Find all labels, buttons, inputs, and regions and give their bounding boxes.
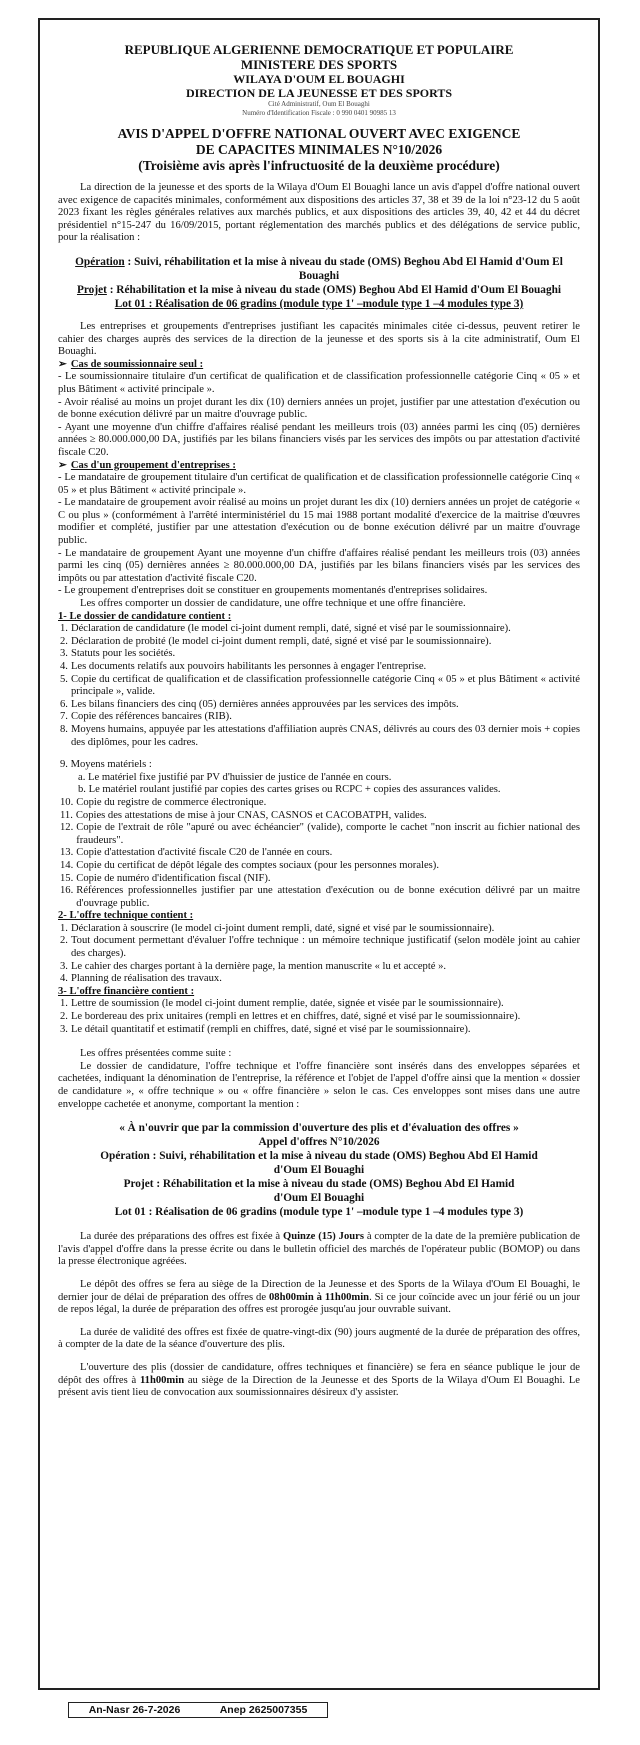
offre-technique-title: 2- L'offre technique contient : — [58, 910, 194, 922]
list-item: 1. Lettre de soumission (le model ci-joint dument remplie, datée, signée et visée par le soumissionnaire). — [60, 998, 504, 1010]
validite-paragraph: La durée de validité des offres est fixée de quatre-vingt-dix (90) jours augmenté de la durée de préparation des offres, à compter de la date de la séance d'ouverture des plis. — [58, 1326, 580, 1351]
envelope-line: Lot 01 : Réalisation de 06 gradins (module type 1' –module type 1 –4 modules type 3) — [114, 1206, 524, 1219]
cas-groupement-item: - Le mandataire de groupement avoir réalisé au moins un projet durant les dix (10) derniers années un projet de catégorie « C ou plus » (conformément à l'arrêté interministériel du 15 mai 1988 portant modalité d'exercice de la maitrise d'œuvres modifier et complété, justifier par une attestation d'exécution ou de bonne exécution délivré par un maitre d'ouvrage public. — [58, 497, 580, 547]
list-item: 7. Copie des références bancaires (RIB). — [60, 711, 232, 723]
list-item: 4. Les documents relatifs aux pouvoirs habilitants les personnes à engager l'entreprise. — [60, 661, 427, 672]
list-item: 15. Copie de numéro d'identification fiscal (NIF). — [60, 872, 271, 884]
sub-list-item: a. Le matériel fixe justifié par PV d'huissier de justice de l'année en cours. — [78, 771, 392, 783]
duree-highlight: Quinze (15) Jours — [282, 1231, 364, 1243]
title-line-2: DE CAPACITES MINIMALES N°10/2026 — [195, 142, 443, 157]
operation-block — [58, 255, 580, 283]
operation-label: Opération — [75, 255, 125, 268]
list-item: 1. Déclaration à souscrire (le model ci-joint dument rempli, daté, signé et visé par le soumissionnaire). — [60, 922, 495, 934]
projet-block — [58, 283, 580, 297]
offre-technique-list — [58, 923, 580, 986]
list-item: 5. Copie du certificat de qualification et de classification professionnelle catégorie Cinq « 05 » et plus Bâtiment « activité principale », valide. — [60, 673, 580, 698]
intro-paragraph: La direction de la jeunesse et des sports de la Wilaya d'Oum El Bouaghi lance un avis d'appel d'offre national ouvert avec exigence de capacités minimales, conformément aux dispositions des articles 37, 38 et 39 de la loi n°23-12 du 5 août 2023 fixant les règles générales relatives aux marchés publics, et aux dispositions des articles 39, 40, 42 et 44 du décret présidentiel n°15-247 du 16/09/2015, portant réglementation des marchés publics et des délégations de service public, pour la réalisation : — [58, 182, 580, 244]
dossier-candidature-title: 1- Le dossier de candidature contient : — [58, 610, 232, 622]
arrow-icon: ➢ — [58, 358, 67, 370]
cas-groupement-item: - Le mandataire de groupement titulaire d'un certificat de qualification et de classification professionnelle catégorie Cinq « 05 » et plus Bâtiment « activité principale ». — [58, 472, 580, 496]
envelope-line: Projet : Réhabilitation et la mise à niveau du stade (OMS) Beghou Abd El Hamid — [123, 1178, 515, 1191]
offres-composition: Les offres comporter un dossier de candidature, une offre technique et une offre financière. — [80, 598, 466, 610]
depot-paragraph: Le dépôt des offres se fera au siège de la Direction de la Jeunesse et des Sports de la Wilaya d'Oum El Bouaghi, le dernier jour de délai de préparation des offres de 08h00min à 11h00min. Si ce jour coïncide avec un jour férié ou un jour de repos légal, la durée de préparation des offres est prorogée jusqu'au jour ouvrable suivant. — [58, 1278, 580, 1316]
cas-seul-list — [58, 371, 580, 459]
cas-groupement-item: - Le mandataire de groupement Ayant une moyenne d'un chiffre d'affaires réalisé pendant les meilleurs trois (03) années parmi les cinq (05) dernières années ≥ 80.000.000,00 DA, justifiés par les bilans financiers visés par les services des impôts ou par attestation d'activité fiscale C20. — [58, 547, 580, 584]
republic-header: REPUBLIQUE ALGERIENNE DEMOCRATIQUE ET POPULAIRE — [124, 42, 514, 57]
cas-seul-title: ➢ Cas de soumissionnaire seul : — [58, 358, 204, 370]
anep-reference: Anep 2625007355 — [219, 1704, 308, 1716]
list-item: 2. Déclaration de probité (le model ci-joint dument rempli, daté, signé et visé par le soumissionnaire). — [60, 635, 492, 647]
arrow-icon: ➢ — [58, 459, 67, 471]
list-item: 13. Copie d'attestation d'activité fiscale C20 de l'année en cours. — [60, 847, 333, 859]
ouverture-hour: 11h00min — [139, 1374, 185, 1386]
list-item: 8. Moyens humains, appuyée par les attestations d'affiliation auprès CNAS, délivrés au cours des 03 dernier mois + copies des diplômes, pour les cadres. — [60, 723, 580, 748]
list-item: 1. Déclaration de candidature (le model ci-joint dument rempli, daté, signé et visé par le soumissionnaire). — [60, 623, 511, 635]
cas-groupement-item: - Le groupement d'entreprises doit se constituer en groupements momentanés d'entreprises solidaires. — [58, 585, 488, 597]
list-item: 4. Planning de réalisation des travaux. — [60, 973, 222, 985]
projet-text: : Réhabilitation et la mise à niveau du stade (OMS) Beghou Abd El Hamid d'Oum El Bouaghi — [106, 283, 562, 296]
list-item: 3. Le cahier des charges portant à la dernière page, la mention manuscrite « lu et accepté ». — [60, 960, 447, 972]
address-line: Cité Administratif, Oum El Bouaghi — [268, 100, 370, 108]
newspaper-reference: An-Nasr 26-7-2026 — [88, 1704, 181, 1716]
cas-groupement-title: ➢ Cas d'un groupement d'entreprises : — [58, 459, 236, 471]
title-line-3: (Troisième avis après l'infructuosité de la deuxième procédure) — [138, 158, 500, 173]
presentation-text: Le dossier de candidature, l'offre technique et l'offre financière sont insérés dans des enveloppes séparées et cachetées, indiquant la dénomination de l'entreprise, la référence et l'objet de l'appel d'offre ainsi que la mention « dossier de candidature », « offre technique » ou « offre financière » selon le cas. Ces enveloppes sont mises dans une autre enveloppe cachetée et anonyme, comportant la mention : — [58, 1060, 580, 1110]
cas-seul-item: - Ayant une moyenne d'un chiffre d'affaires réalisé pendant les meilleurs trois (03) années parmi les cinq (05) dernières années ≥ 80.000.000,00 DA, justifiés par les bilans financiers visés par les services des impôts ou par attestation d'activité fiscale C20. — [58, 421, 580, 458]
cas-seul-item: - Le soumissionnaire titulaire d'un certificat de qualification et de classification professionnelle catégorie Cinq « 05 » et plus Bâtiment « activité principale ». — [58, 371, 580, 395]
envelope-line: Opération : Suivi, réhabilitation et la mise à niveau du stade (OMS) Beghou Abd El Hamid — [100, 1150, 538, 1163]
ministry-header: MINISTERE DES SPORTS — [240, 57, 398, 72]
publication-footer — [68, 1702, 328, 1718]
depot-hours: 08h00min à 11h00min — [269, 1291, 370, 1303]
list-item: 6. Les bilans financiers des cinq (05) dernières années approuvées par les services des impôts. — [60, 698, 459, 710]
cas-groupement-list — [58, 472, 580, 611]
cas-seul-item: - Avoir réalisé au moins un projet durant les dix (10) derniers années un projet, justifier par une attestation d'exécution ou de bonne exécution délivré par un maitre d'ouvrage public. — [58, 396, 580, 421]
envelope-mention — [58, 1121, 580, 1219]
envelope-line: Appel d'offres N°10/2026 — [258, 1136, 380, 1149]
sub-list-item: b. Le matériel roulant justifié par copies des cartes grises ou RCPC + copies des assurances valides. — [78, 784, 501, 796]
title-line-1: AVIS D'APPEL D'OFFRE NATIONAL OUVERT AVEC EXIGENCE — [117, 126, 521, 141]
offre-financiere-list — [58, 998, 580, 1036]
list-item: 3. Le détail quantitatif et estimatif (rempli en chiffres, daté, signé et visé par le soumissionnaire). — [60, 1023, 471, 1035]
list-item: 3. Statuts pour les sociétés. — [60, 648, 176, 660]
list-item: 2. Tout document permettant d'évaluer l'offre technique : un mémoire technique justificatif (selon modèle joint au cahier des charges). — [60, 935, 580, 960]
list-item: 14. Copie du certificat de dépôt légale des comptes sociaux (pour les personnes morales). — [60, 859, 439, 871]
projet-label: Projet — [76, 283, 107, 296]
list-item: 11. Copies des attestations de mise à jour CNAS, CASNOS et CACOBATPH, valides. — [60, 809, 427, 821]
envelope-line: d'Oum El Bouaghi — [273, 1164, 365, 1177]
wilaya-header: WILAYA D'OUM EL BOUAGHI — [233, 72, 405, 86]
envelope-line: d'Oum El Bouaghi — [273, 1192, 365, 1205]
presentation-heading: Les offres présentées comme suite : — [80, 1048, 232, 1060]
notice-frame — [38, 18, 600, 1690]
list-item: 2. Le bordereau des prix unitaires (rempli en lettres et en chiffres, daté, signé et visé par le soumissionnaire). — [60, 1011, 521, 1023]
list-item: 12. Copie de l'extrait de rôle "apuré ou avec échéancier" (valide), comporte le cachet "non inscrit au fichier national des fraudeurs". — [60, 822, 580, 846]
fiscal-number: Numéro d'Identification Fiscale : 0 990 0401 90985 13 — [242, 109, 396, 117]
list-item: 16. Références professionnelles justifier par une attestation d'exécution ou de bonne exécution délivré par un maitre d'ouvrage public. — [60, 885, 580, 909]
direction-header: DIRECTION DE LA JEUNESSE ET DES SPORTS — [185, 86, 453, 100]
dossier-candidature-list — [58, 623, 580, 910]
duree-paragraph: La durée des préparations des offres est fixée à Quinze (15) Jours à compter de la date de la première publication de l'avis d'appel d'offre dans la presse écrite ou dans le bulletin officiel des marchés de l'opérateur public (BOMOP) ou dans la presse électronique agréées. — [58, 1231, 580, 1268]
list-item: 10. Copie du registre de commerce électronique. — [60, 796, 267, 808]
offre-financiere-title: 3- L'offre financière contient : — [58, 985, 195, 997]
ouverture-paragraph: L'ouverture des plis (dossier de candidature, offres techniques et financière) se fera en séance publique le jour de dépôt des offres à 11h00min au siège de la Direction de la Jeunesse et des Sports de la Wilaya d'Oum El Bouaghi. Le présent avis tient lieu de convocation aux soumissionnaires désireux d'y assister. — [58, 1361, 580, 1399]
entreprises-intro: Les entreprises et groupements d'entreprises justifiant les capacités minimales citée ci-dessus, peuvent retirer le cahier des charges auprès des services de la direction de la jeunesse et des sports sis à la cite administratif, Oum El Bouaghi. — [58, 320, 580, 358]
notice-title — [58, 126, 580, 174]
lot-line: Lot 01 : Réalisation de 06 gradins (module type 1' –module type 1 –4 modules type 3) — [114, 297, 524, 310]
list-item: 9. Moyens matériels : — [60, 759, 152, 771]
operation-text: : Suivi, réhabilitation et la mise à niveau du stade (OMS) Beghou Abd El Hamid d'Oum El Bouaghi — [124, 255, 563, 282]
envelope-line: « À n'ouvrir que par la commission d'ouverture des plis et d'évaluation des offres » — [119, 1122, 519, 1135]
